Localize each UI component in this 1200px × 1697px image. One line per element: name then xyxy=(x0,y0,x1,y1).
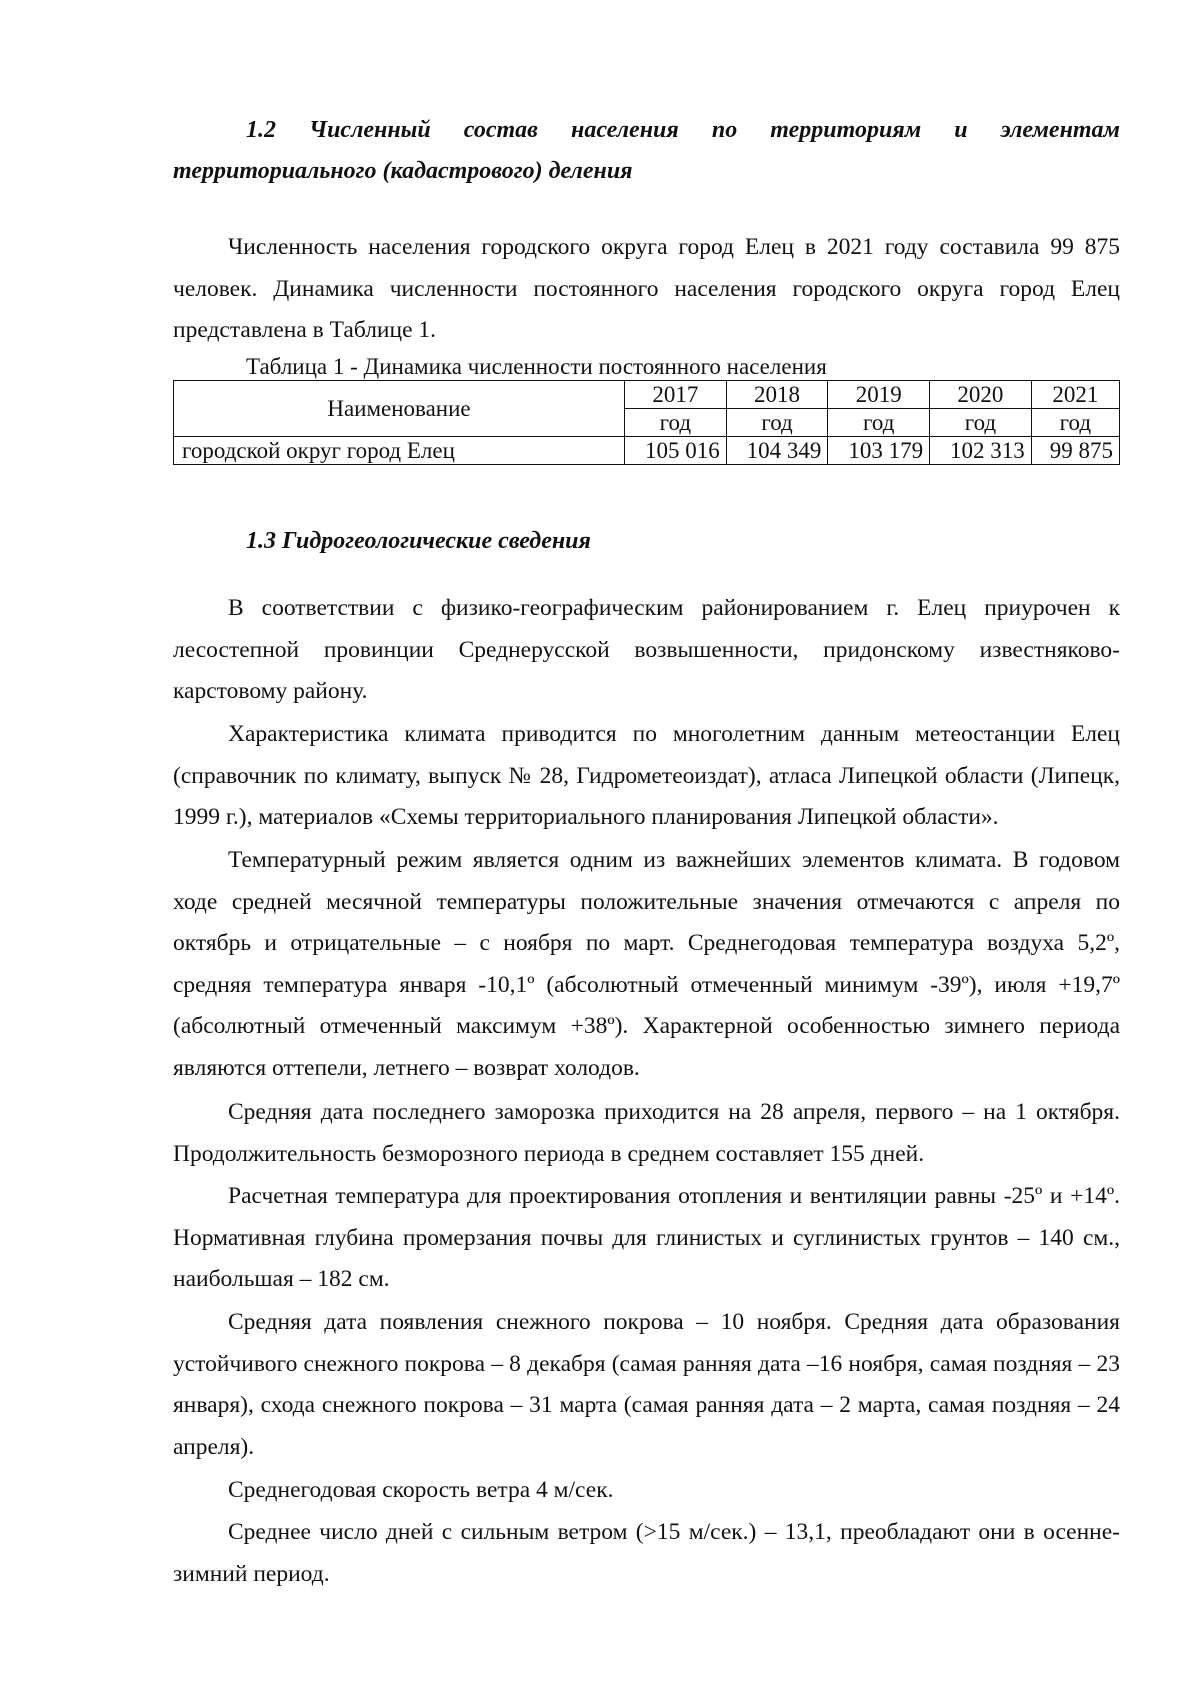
snow-cover-paragraph: Средняя дата появления снежного покрова – 10 ноября. Средняя дата образования устойчивого снежного покрова – 8 декабря (самая ранняя дата –16 ноября, самая поздняя – 23 января), схода снежного покрова – 31 марта (самая ранняя дата – 2 марта, самая поздняя – 24 апреля). xyxy=(173,1309,1120,1460)
wind-speed-paragraph: Среднегодовая скорость ветра 4 м/сек. xyxy=(228,1477,614,1503)
column-header-year: 2020 xyxy=(930,381,1032,409)
frost-paragraph: Средняя дата последнего заморозка приходится на 28 апреля, первого – на 1 октября. Продолжительность безморозного периода в среднем составляет 155 дней. xyxy=(173,1099,1120,1167)
population-paragraph: Численность населения городского округа город Елец в 2021 году составила 99 875 человек. Динамика численности постоянного населения городского округа город Елец представлена в Таблице 1. xyxy=(173,234,1120,343)
value-cell: 99 875 xyxy=(1031,437,1119,465)
value-cell: 103 179 xyxy=(828,437,930,465)
design-temperature-paragraph: Расчетная температура для проектирования отопления и вентиляции равны -25º и +14º. Нормативная глубина промерзания почвы для глинистых и суглинистых грунтов – 140 см., наибольшая – 182 см. xyxy=(173,1183,1120,1292)
value-cell: 105 016 xyxy=(625,437,727,465)
temperature-paragraph: Температурный режим является одним из важнейших элементов климата. В годовом ходе средней месячной температуры положительные значения отмечаются с апреля по октябрь и отрицательные – с ноября по март. Среднегодовая температура воздуха 5,2º, средняя температура января -10,1º (абсолютный отмеченный минимум -39º), июля +19,7º (абсолютный отмеченный максимум +38º). Характерной особенностью зимнего периода являются оттепели, летнего – возврат холодов. xyxy=(173,847,1120,1081)
region-paragraph: В соответствии с физико-географическим районированием г. Елец приурочен к лесостепной провинции Среднерусской возвышенности, придонскому известняково-карстовому району. xyxy=(173,595,1120,704)
value-cell: 104 349 xyxy=(726,437,828,465)
column-header-year: 2019 xyxy=(828,381,930,409)
table-row xyxy=(174,437,1120,465)
column-header-year: 2017 xyxy=(625,381,727,409)
table-header-row xyxy=(174,381,1120,409)
column-header-unit: год xyxy=(625,409,727,437)
population-table xyxy=(173,380,1120,465)
section-heading-1-2: 1.2 Численный состав населения по территориям и элементам территориального (кадастрового) деления xyxy=(173,117,1120,184)
column-header-unit: год xyxy=(828,409,930,437)
section-heading-1-3: 1.3 Гидрогеологические сведения xyxy=(246,528,591,554)
row-name-cell: городской округ город Елец xyxy=(174,437,625,465)
table-caption: Таблица 1 - Динамика численности постоянного населения xyxy=(246,354,827,379)
climate-source-paragraph: Характеристика климата приводится по многолетним данным метеостанции Елец (справочник по климату, выпуск № 28, Гидрометеоиздат), атласа Липецкой области (Липецк, 1999 г.), материалов «Схемы территориального планирования Липецкой области». xyxy=(173,721,1120,830)
strong-wind-paragraph: Среднее число дней с сильным ветром (>15 м/сек.) – 13,1, преобладают они в осенне-зимний период. xyxy=(173,1519,1120,1587)
column-header-year: 2018 xyxy=(726,381,828,409)
column-header-unit: год xyxy=(726,409,828,437)
column-header-unit: год xyxy=(930,409,1032,437)
column-header-unit: год xyxy=(1031,409,1119,437)
column-header-year: 2021 xyxy=(1031,381,1119,409)
column-header-name: Наименование xyxy=(174,381,625,437)
value-cell: 102 313 xyxy=(930,437,1032,465)
